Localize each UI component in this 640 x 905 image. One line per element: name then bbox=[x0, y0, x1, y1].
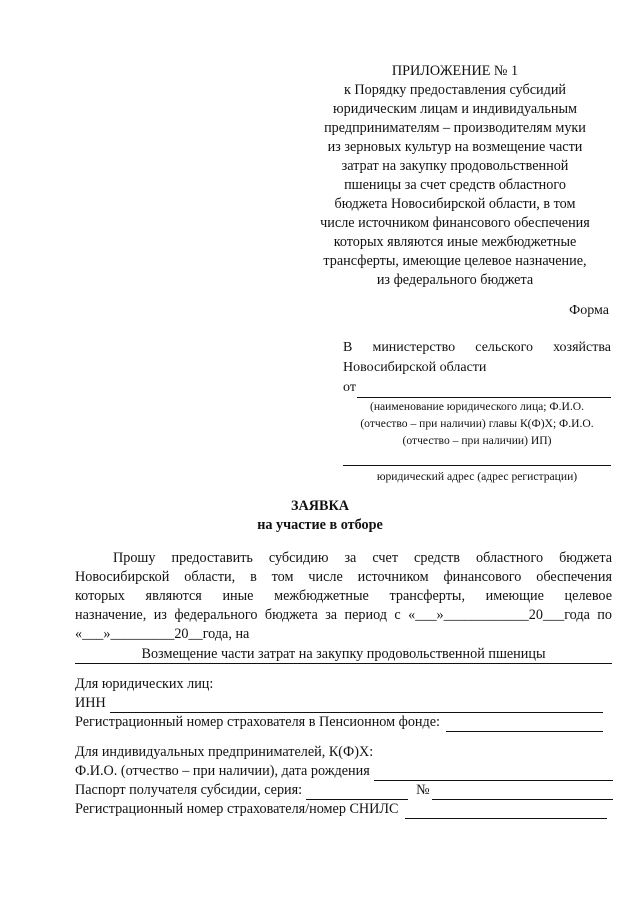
appendix-line: юридическим лицам и индивидуальным bbox=[333, 101, 577, 117]
passport-series-field[interactable] bbox=[306, 785, 408, 800]
addressee-region: Новосибирской области bbox=[343, 360, 487, 375]
appendix-line: пшеницы за счет средств областного bbox=[344, 177, 566, 193]
appendix-line: бюджета Новосибирской области, в том bbox=[334, 196, 576, 212]
appendix-line: предпринимателям – производителям муки bbox=[324, 120, 586, 136]
legal-address-caption: юридический адрес (адрес регистрации) bbox=[376, 470, 578, 483]
pension-number-field[interactable] bbox=[446, 717, 603, 732]
passport-number-field[interactable] bbox=[432, 785, 613, 800]
addressee-ministry: В министерство сельского хозяйства bbox=[343, 340, 611, 355]
legal-entities-heading: Для юридических лиц: bbox=[75, 676, 214, 692]
title-sub: на участие в отборе bbox=[257, 517, 383, 533]
appendix-line: из зерновых культур на возмещение части bbox=[327, 139, 583, 155]
pension-row bbox=[75, 713, 615, 732]
inn-row bbox=[75, 694, 615, 713]
applicant-name-caption: (отчество – при наличии) главы К(Ф)Х; Ф.И.О. bbox=[360, 417, 594, 430]
appendix-line: затрат на закупку продовольственной bbox=[341, 158, 569, 174]
appendix-line: из федерального бюджета bbox=[376, 272, 534, 288]
entrepreneurs-heading: Для индивидуальных предпринимателей, К(Ф)Х: bbox=[75, 744, 374, 760]
pension-label: Регистрационный номер страхователя в Пенсионном фонде: bbox=[75, 714, 440, 730]
passport-row bbox=[75, 781, 615, 800]
from-label: от bbox=[343, 380, 356, 395]
legal-address-field[interactable] bbox=[343, 451, 611, 466]
addressee-block bbox=[343, 338, 611, 485]
subsidy-purpose-field[interactable]: Возмещение части затрат на закупку продовольственной пшеницы bbox=[75, 645, 612, 664]
snils-row bbox=[75, 800, 615, 819]
applicant-name-caption: (наименование юридического лица; Ф.И.О. bbox=[369, 400, 585, 413]
appendix-line: трансферты, имеющие целевое назначение, bbox=[323, 253, 587, 269]
inn-label: ИНН bbox=[75, 695, 106, 711]
form-label: Форма bbox=[569, 303, 609, 318]
fio-label: Ф.И.О. (отчество – при наличии), дата рождения bbox=[75, 763, 370, 779]
request-line: которых являются иные межбюджетные трансферты, имеющие целевое bbox=[75, 588, 612, 604]
appendix-line: к Порядку предоставления субсидий bbox=[343, 82, 567, 98]
entrepreneurs-section bbox=[75, 743, 615, 819]
passport-number-label: № bbox=[416, 782, 430, 798]
request-paragraph bbox=[75, 549, 612, 664]
request-period-line: назначение, из федерального бюджета за период с «___»____________20___года по bbox=[75, 607, 612, 623]
from-row bbox=[343, 378, 611, 398]
appendix-line: числе источником финансового обеспечения bbox=[320, 215, 590, 231]
snils-field[interactable] bbox=[405, 804, 607, 819]
inn-field[interactable] bbox=[110, 698, 603, 713]
request-period-end-line: «___»_________20__года, на bbox=[75, 626, 250, 642]
snils-label: Регистрационный номер страхователя/номер СНИЛС bbox=[75, 801, 399, 817]
applicant-name-caption: (отчество – при наличии) ИП) bbox=[402, 434, 552, 447]
request-line: Прошу предоставить субсидию за счет средств областного бюджета bbox=[113, 550, 612, 566]
legal-entities-section bbox=[75, 675, 615, 732]
fio-field[interactable] bbox=[374, 766, 613, 781]
title-main: ЗАЯВКА bbox=[291, 498, 349, 514]
appendix-title: ПРИЛОЖЕНИЕ № 1 bbox=[391, 63, 519, 79]
request-line: Новосибирской области, в том числе источником финансового обеспечения bbox=[75, 569, 612, 585]
appendix-line: которых являются иные межбюджетные bbox=[333, 234, 577, 250]
appendix-header bbox=[300, 62, 610, 290]
applicant-name-field[interactable] bbox=[357, 383, 611, 398]
document-title bbox=[0, 497, 640, 535]
fio-row bbox=[75, 762, 615, 781]
passport-label: Паспорт получателя субсидии, серия: bbox=[75, 782, 303, 798]
